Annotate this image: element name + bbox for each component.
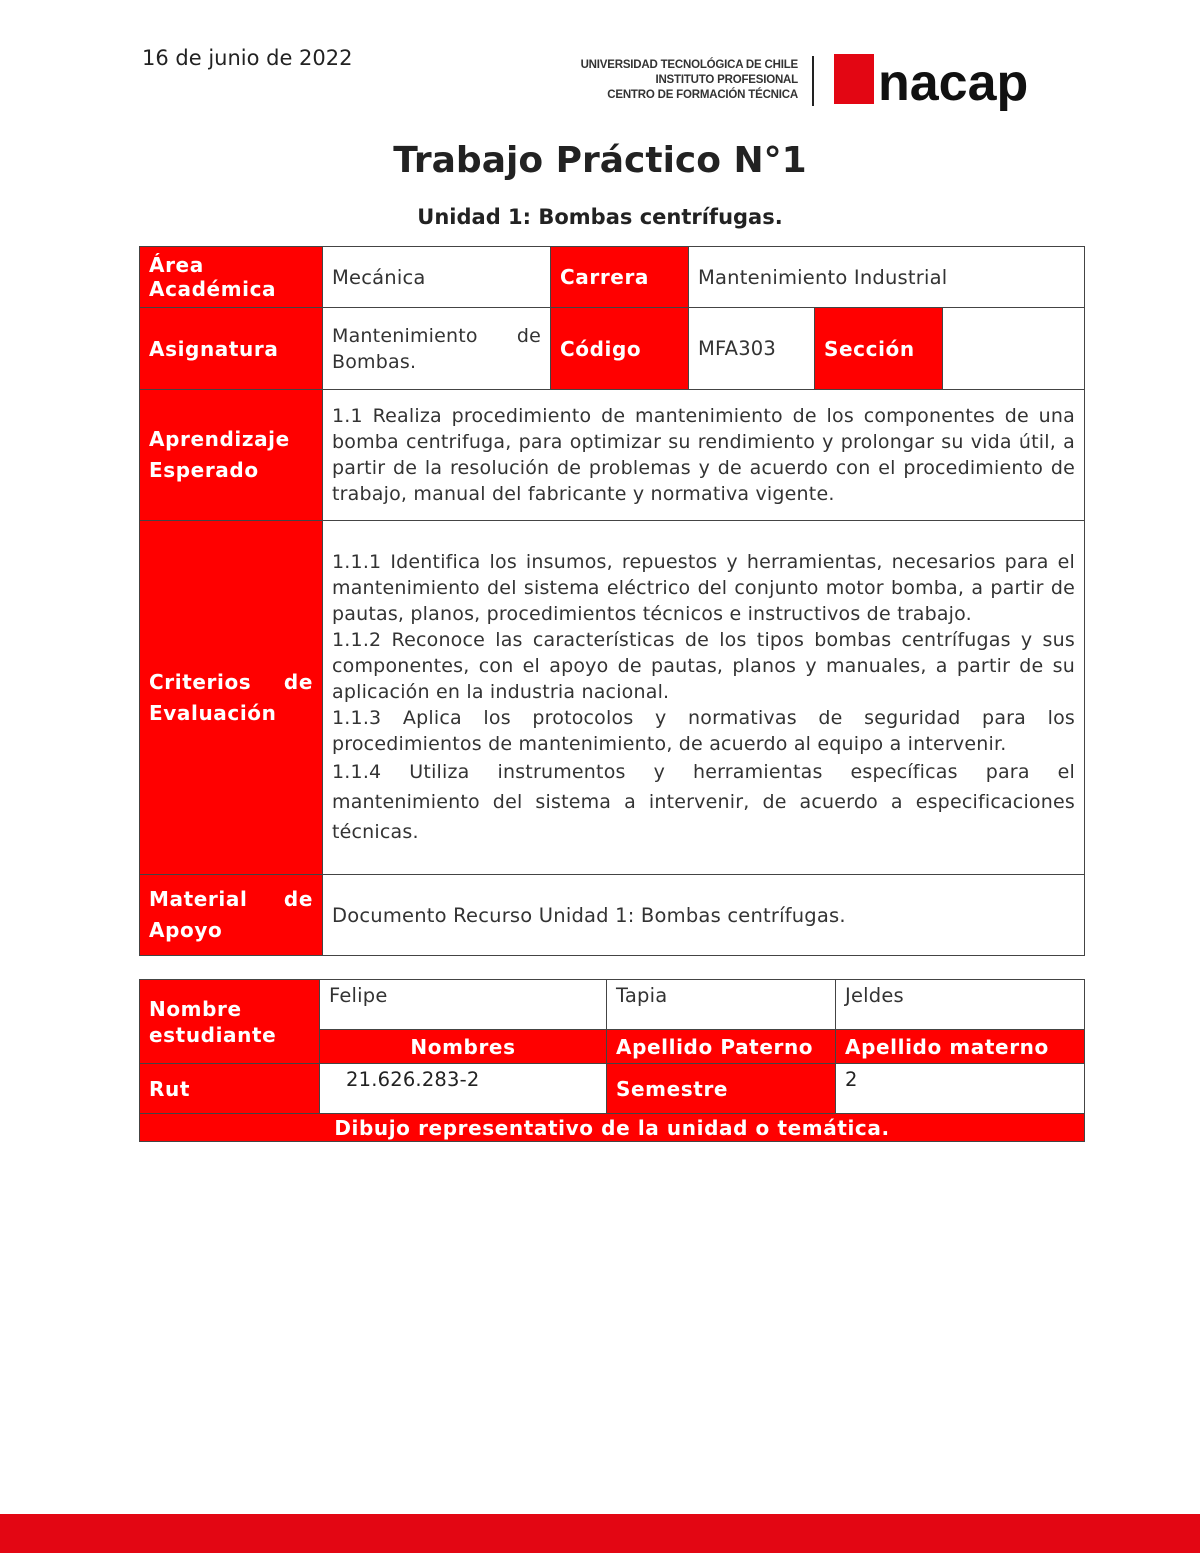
criterio-item: 1.1.1 Identifica los insumos, repuestos y herramientas, necesarios para el mantenimiento del sistema eléctrico del conjunto motor bomba, a partir de pautas, planos, procedimientos técnicos e instructivos de trabajo. xyxy=(332,550,1075,625)
page-subtitle: Unidad 1: Bombas centrífugas. xyxy=(417,205,783,229)
codigo-label: Código xyxy=(551,308,689,390)
apellido-materno-value: Jeldes xyxy=(836,980,1085,1030)
footer-bar xyxy=(0,1514,1200,1553)
material-label: Material de Apoyo xyxy=(140,875,323,956)
carrera-value: Mantenimiento Industrial xyxy=(689,247,1085,308)
carrera-label: Carrera xyxy=(551,247,689,308)
apellido-materno-label: Apellido materno xyxy=(836,1030,1085,1064)
aprendizaje-label: Aprendizaje Esperado xyxy=(140,390,323,521)
inacap-brand-icon xyxy=(834,54,1044,116)
criterio-item: 1.1.3 Aplica los protocolos y normativas de seguridad para los procedimientos de mantenimiento, de acuerdo al equipo a intervenir. xyxy=(332,706,1075,755)
page-title: Trabajo Práctico N°1 xyxy=(393,140,807,181)
apellido-paterno-value: Tapia xyxy=(607,980,836,1030)
criterio-item: 1.1.2 Reconoce las características de los tipos bombas centrífugas y sus componentes, con el apoyo de pautas, planos y manuales, a partir de su aplicación en la industria nacional. xyxy=(332,628,1075,703)
nombres-value: Felipe xyxy=(320,980,607,1030)
course-info-table xyxy=(139,246,1085,956)
semestre-value: 2 xyxy=(836,1064,1085,1114)
criterios-label: Criterios de Evaluación xyxy=(140,521,323,875)
material-value: Documento Recurso Unidad 1: Bombas centrífugas. xyxy=(323,875,1085,956)
dibujo-label: Dibujo representativo de la unidad o temática. xyxy=(140,1114,1085,1142)
institution-line: INSTITUTO PROFESIONAL xyxy=(655,74,798,86)
nombres-label: Nombres xyxy=(320,1030,607,1064)
rut-value: 21.626.283-2 xyxy=(320,1064,607,1114)
area-value: Mecánica xyxy=(323,247,551,308)
institution-names xyxy=(581,58,798,103)
student-info-table xyxy=(139,979,1085,1142)
seccion-value xyxy=(943,308,1085,390)
aprendizaje-value: 1.1 Realiza procedimiento de mantenimiento de los componentes de una bomba centrifuga, para optimizar su rendimiento y prolongar su vida útil, a partir de la resolución de problemas y de acuerdo con el procedimiento de trabajo, manual del fabricante y normativa vigente. xyxy=(323,390,1085,521)
nombre-estudiante-label: Nombre estudiante xyxy=(140,980,320,1064)
semestre-label: Semestre xyxy=(607,1064,836,1114)
rut-label: Rut xyxy=(140,1064,320,1114)
document-date: 16 de junio de 2022 xyxy=(142,46,353,70)
codigo-value: MFA303 xyxy=(689,308,815,390)
criterios-list xyxy=(323,521,1085,875)
svg-text:nacap: nacap xyxy=(878,54,1029,112)
seccion-label: Sección xyxy=(815,308,943,390)
asignatura-value: Mantenimiento de Bombas. xyxy=(323,308,551,390)
logo-divider xyxy=(812,56,814,106)
area-label: Área Académica xyxy=(140,247,323,308)
institution-line: UNIVERSIDAD TECNOLÓGICA DE CHILE xyxy=(580,59,798,71)
asignatura-label: Asignatura xyxy=(140,308,323,390)
apellido-paterno-label: Apellido Paterno xyxy=(607,1030,836,1064)
inacap-logo xyxy=(580,52,1056,118)
institution-line: CENTRO DE FORMACIÓN TÉCNICA xyxy=(607,89,798,101)
criterio-item: 1.1.4 Utiliza instrumentos y herramientas específicas para el mantenimiento del sistema a intervenir, de acuerdo a especificaciones técnicas. xyxy=(332,760,1075,843)
